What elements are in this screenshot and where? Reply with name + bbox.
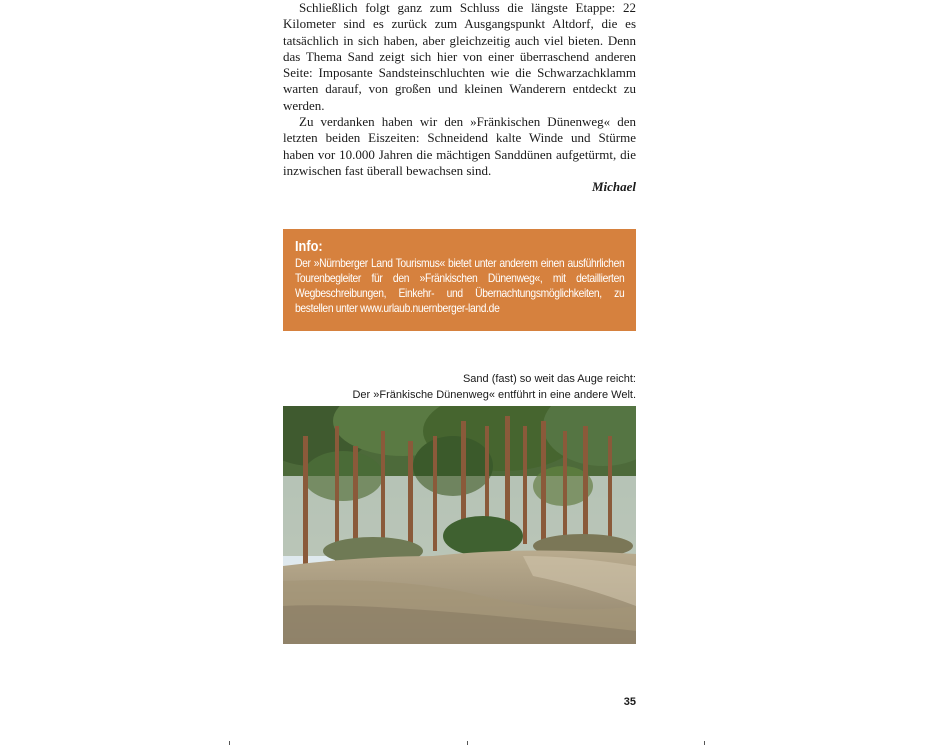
forest-photo-illustration	[283, 406, 636, 644]
crop-mark	[467, 741, 468, 745]
author-signature: Michael	[591, 179, 636, 195]
crop-mark	[704, 741, 705, 745]
info-title: Info:	[295, 238, 323, 255]
caption-line-2: Der »Fränkische Dünenweg« entführt in eine andere Welt.	[352, 389, 636, 401]
info-text: Der »Nürnberger Land Tourismus« bietet unter anderem einen ausführlichen Tourenbegleiter für den »Fränkischen Dünenweg«, mit detaillierten Wegbeschreibungen, Einkehr- und Übernachtungsmöglichkeiten, zu bestellen unter www.urlaub.nuernberger-land.de	[295, 256, 625, 315]
photo-caption	[283, 371, 636, 403]
article-body	[283, 0, 636, 196]
crop-mark	[229, 741, 230, 745]
article-paragraph-1: Schließlich folgt ganz zum Schluss die längste Etappe: 22 Kilometer sind es zurück zum Ausgangspunkt Altdorf, die es tatsächlich in sich haben, aber gleichzeitig auch viel bieten. Denn das Thema Sand zeigt sich hier von einer überraschend anderen Seite: Imposante Sandsteinschluchten wie die Schwarzachklamm warten darauf, von großen und kleinen Wanderern entdeckt zu werden.	[283, 0, 636, 113]
article-paragraph-2: Zu verdanken haben wir den »Fränkischen Dünenweg« den letzten beiden Eiszeiten: Schneidend kalte Winde und Stürme haben vor 10.000 Jahren die mächtigen Sanddünen aufgetürmt, die inzwischen fast überall bewachsen sind.	[283, 114, 636, 178]
page-number: 35	[623, 696, 636, 708]
info-box	[283, 229, 636, 331]
caption-line-1: Sand (fast) so weit das Auge reicht:	[462, 373, 636, 385]
dune-forest-photo	[283, 406, 636, 644]
